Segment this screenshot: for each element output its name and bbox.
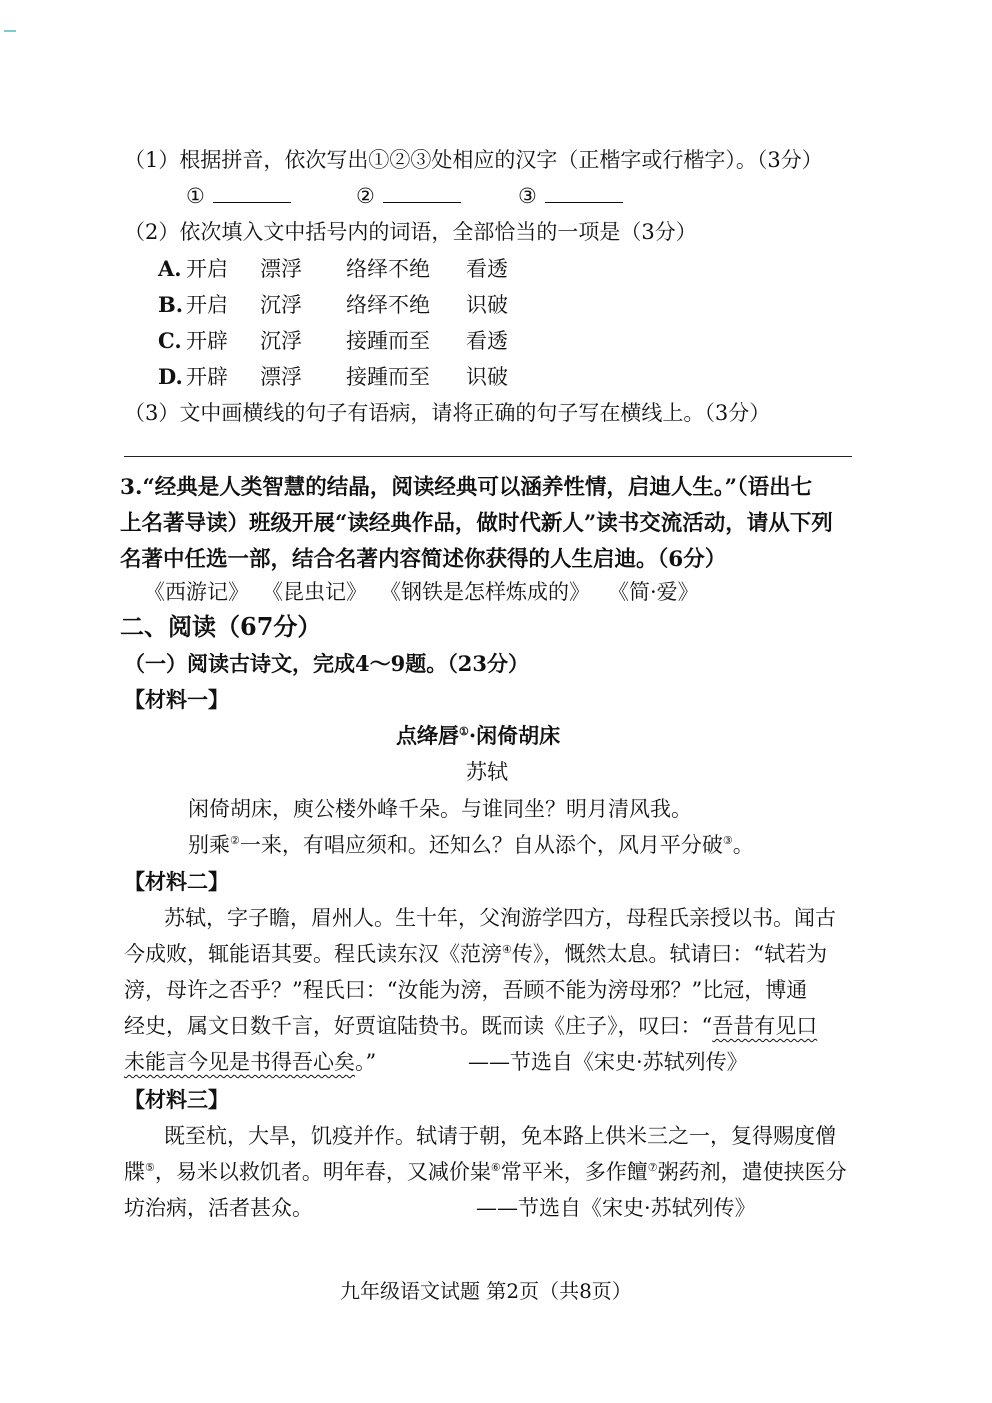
text: 经史，属文日数千言，好贾谊陆贽书。既而读《庄子》，叹曰：“: [124, 1014, 713, 1038]
option-c[interactable]: [158, 327, 508, 355]
poem-title-rest: ·闲倚胡床: [468, 723, 561, 748]
option-word: 开启: [186, 257, 228, 281]
material-1-label: 【材料一】: [124, 687, 229, 712]
question-3-line-3: 名著中任选一部，结合名著内容简述你获得的人生启迪。（6分）: [120, 547, 727, 572]
option-letter: C.: [158, 328, 182, 353]
text: 别乘: [188, 833, 230, 857]
question-3-line-1: 3.“经典是人类智慧的结晶，阅读经典可以涵养性情，启迪人生。”（语出七: [120, 475, 813, 500]
book-list: [144, 578, 699, 606]
text: ，易米以救饥者。明年春，又减价粜: [154, 1160, 491, 1184]
option-letter: A.: [158, 256, 182, 281]
option-letter: B.: [158, 292, 184, 317]
option-word: 接踵而至: [346, 329, 430, 353]
question-2-2: （2）依次填入文中括号内的词语，全部恰当的一项是（3分）: [124, 220, 697, 244]
option-word: 络绎不绝: [346, 293, 430, 317]
material-2-line-4: [124, 1012, 817, 1040]
wavy-underlined-text: 吾昔有见口: [712, 1014, 818, 1038]
footnote-mark: ③: [722, 834, 733, 847]
footnote-mark: ④: [502, 943, 512, 956]
poem-line-1: 闲倚胡床，庾公楼外峰千朵。与谁同坐？明月清风我。: [188, 797, 692, 821]
poem-title: [396, 722, 560, 750]
material-3-line-2: [124, 1158, 847, 1186]
poem-author: 苏轼: [466, 760, 508, 784]
option-word: 接踵而至: [346, 365, 430, 389]
option-word: 看透: [466, 257, 508, 281]
blank-line: [213, 182, 291, 203]
option-word: 开辟: [186, 365, 228, 389]
page-footer: 九年级语文试题 第2页（共8页）: [340, 1279, 632, 1303]
footnote-mark: ②: [230, 834, 240, 847]
poem-title-main: 点绛唇: [396, 723, 459, 748]
part-title: （一）阅读古诗文，完成4～9题。（23分）: [124, 651, 529, 676]
option-word: 识破: [466, 365, 508, 389]
option-a[interactable]: [158, 255, 508, 283]
text: 牒: [124, 1160, 145, 1184]
option-word: 沉浮: [260, 329, 302, 353]
material-2-line-3: 滂，母许之否乎？”程氏曰：“汝能为滂，吾顾不能为滂母邪？”比冠，博通: [124, 978, 808, 1002]
text: 常平米，多作饘: [500, 1160, 648, 1184]
blank-mark: ②: [356, 184, 375, 208]
question-2-3: （3）文中画横线的句子有语病，请将正确的句子写在横线上。（3分）: [124, 401, 771, 425]
answer-blank-3[interactable]: [518, 182, 623, 210]
material-3-source: ——节选自《宋史·苏轼列传》: [476, 1196, 756, 1220]
scan-mark: [4, 30, 16, 32]
footnote-mark: ①: [459, 725, 469, 738]
text: 传》，慨然太息。轼请曰：“轼若为: [511, 942, 828, 966]
blank-line: [545, 182, 623, 203]
material-2-label: 【材料二】: [124, 869, 229, 894]
section-title: 二、阅读（67分）: [120, 612, 322, 641]
text: 粥药剂，遣使挟医分: [657, 1160, 847, 1184]
answer-blank-2[interactable]: [356, 182, 461, 210]
option-word: 开辟: [186, 329, 228, 353]
question-2-1: （1）根据拼音，依次写出①②③处相应的汉字（正楷字或行楷字）。（3分）: [124, 148, 823, 172]
footnote-mark: ⑦: [647, 1161, 658, 1174]
text: 。”: [355, 1050, 377, 1074]
book-title: 《西游记》: [144, 580, 249, 604]
text: 。: [732, 833, 754, 857]
blank-line: [383, 182, 461, 203]
option-b[interactable]: [158, 291, 508, 319]
poem-line-2: [188, 831, 754, 859]
text: 一来，有唱应须和。还知么？自从添个，风月平分破: [239, 833, 723, 857]
option-word: 漂浮: [260, 365, 302, 389]
material-2-line-5: [124, 1048, 376, 1076]
book-title: 《钢铁是怎样炼成的》: [380, 580, 590, 604]
blank-mark: ①: [186, 184, 205, 208]
book-title: 《简·爱》: [608, 580, 699, 604]
option-word: 开启: [186, 293, 228, 317]
answer-blank-1[interactable]: [186, 182, 291, 210]
material-2-source: ——节选自《宋史·苏轼列传》: [468, 1050, 748, 1074]
option-d[interactable]: [158, 363, 508, 391]
wavy-underlined-text: 未能言今见是书得吾心矣: [124, 1050, 355, 1074]
text: 今成败，辄能语其要。程氏读东汉《范滂: [124, 942, 502, 966]
option-word: 看透: [466, 329, 508, 353]
option-word: 沉浮: [260, 293, 302, 317]
blank-mark: ③: [518, 184, 537, 208]
option-word: 漂浮: [260, 257, 302, 281]
option-word: 识破: [466, 293, 508, 317]
material-3-line-3: 坊治病，活者甚众。: [124, 1196, 313, 1220]
option-letter: D.: [158, 364, 183, 389]
question-3-line-2: 上名著导读）班级开展“读经典作品，做时代新人”读书交流活动，请从下列: [120, 511, 833, 536]
material-2-line-2: [124, 940, 827, 968]
option-word: 络绎不绝: [346, 257, 430, 281]
material-2-line-1: 苏轼，字子瞻，眉州人。生十年，父洵游学四方，母程氏亲授以书。闻古: [164, 906, 836, 930]
book-title: 《昆虫记》: [262, 580, 367, 604]
material-3-label: 【材料三】: [124, 1087, 229, 1112]
material-3-line-1: 既至杭，大旱，饥疫并作。轼请于朝，免本路上供米三之一，复得赐度僧: [164, 1124, 836, 1148]
footnote-mark: ⑥: [490, 1161, 501, 1174]
answer-line[interactable]: [124, 456, 852, 457]
footnote-mark: ⑤: [145, 1161, 155, 1174]
